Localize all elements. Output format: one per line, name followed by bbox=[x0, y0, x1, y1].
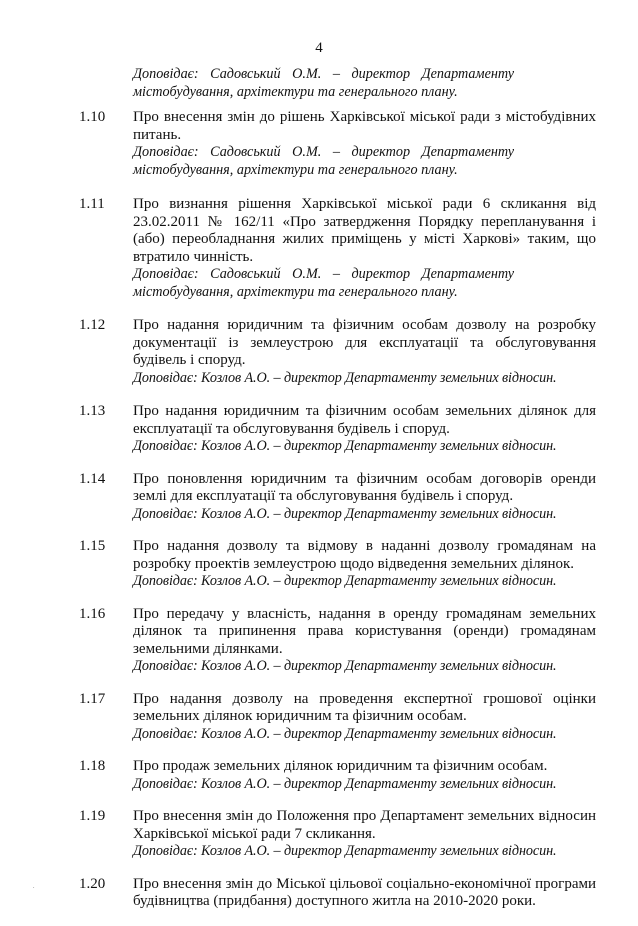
item-body bbox=[133, 109, 596, 179]
item-body bbox=[133, 691, 596, 744]
item-number: 1.12 bbox=[79, 317, 106, 333]
item-text: Про внесення змін до Міської цільової соціально-економічної програми будівництва (придбання) доступного житла на 2010-2020 роки. bbox=[133, 875, 596, 909]
item-body bbox=[133, 808, 596, 861]
item-body bbox=[133, 538, 596, 591]
item-text: Про надання дозволу та відмову в наданні дозволу громадянам на розробку проектів землеустрою щодо відведення земельних ділянок. bbox=[133, 538, 596, 572]
agenda-item bbox=[0, 808, 638, 861]
item-body bbox=[133, 606, 596, 676]
agenda-item bbox=[0, 403, 638, 456]
item-text: Про надання юридичним та фізичним особам дозволу на розробку документації із землеустрою для експлуатації та обслуговування будівель і споруд. bbox=[133, 317, 596, 368]
item-number: 1.18 bbox=[79, 758, 106, 774]
reporter-line: Доповідає: Козлов А.О. – директор Департаменту земельних відносин. bbox=[133, 775, 557, 792]
item-number: 1.11 bbox=[79, 196, 105, 212]
reporter-line-continuation: містобудування, архітектури та генерального плану. bbox=[133, 161, 458, 178]
reporter-line: Доповідає: Садовський О.М. – директор Департаменту bbox=[133, 144, 515, 160]
agenda-item bbox=[0, 109, 638, 179]
agenda-item bbox=[0, 691, 638, 744]
item-body bbox=[133, 317, 596, 387]
reporter-line: Доповідає: Садовський О.М. – директор Департаменту bbox=[133, 66, 515, 82]
reporter-line: Доповідає: Козлов А.О. – директор Департаменту земельних відносин. bbox=[133, 843, 557, 859]
item-number: 1.10 bbox=[79, 109, 106, 125]
agenda-item bbox=[0, 538, 638, 591]
item-body bbox=[133, 471, 596, 524]
reporter-line-continuation: містобудування, архітектури та генерального плану. bbox=[133, 83, 458, 100]
item-text: Про надання дозволу на проведення експертної грошової оцінки земельних ділянок юридичним та фізичним особам. bbox=[133, 690, 596, 724]
reporter-line: Доповідає: Садовський О.М. – директор Департаменту bbox=[133, 266, 515, 282]
reporter-line: Доповідає: Козлов А.О. – директор Департаменту земельних відносин. bbox=[133, 369, 557, 386]
page-number: 4 bbox=[315, 40, 323, 56]
agenda-item bbox=[0, 876, 638, 911]
item-number: 1.13 bbox=[79, 403, 106, 419]
item-number: 1.17 bbox=[79, 690, 106, 707]
item-number: 1.19 bbox=[79, 808, 106, 824]
scan-mark: . bbox=[33, 884, 35, 890]
item-text: Про надання юридичним та фізичним особам земельних ділянок для експлуатації та обслуговування будівель і споруд. bbox=[133, 403, 596, 437]
item-body bbox=[133, 196, 596, 301]
item-body bbox=[133, 876, 596, 911]
item-text: Про продаж земельних ділянок юридичним та фізичним особам. bbox=[133, 758, 548, 774]
item-text: Про передачу у власність, надання в оренду громадянам земельних ділянок та припинення права користування (оренди) громадянам земельними ділянками. bbox=[133, 605, 596, 657]
item-number: 1.16 bbox=[79, 605, 106, 622]
item-text: Про внесення змін до рішень Харківської міської ради з містобудівних питань. bbox=[133, 109, 596, 143]
intro-reporter bbox=[133, 66, 596, 101]
reporter-line: Доповідає: Козлов А.О. – директор Департаменту земельних відносин. bbox=[133, 505, 557, 522]
reporter-line-continuation: містобудування, архітектури та генерального плану. bbox=[133, 283, 458, 300]
item-number: 1.20 bbox=[79, 875, 106, 892]
item-text: Про визнання рішення Харківської міської ради 6 скликання від 23.02.2011 № 162/11 «Про затвердження Порядку перепланування і (або) переобладнання жилих приміщень у місті Харкові» таким, що втратило чинність. bbox=[133, 196, 596, 265]
agenda-item bbox=[0, 317, 638, 387]
item-body bbox=[133, 403, 596, 456]
item-body bbox=[133, 758, 596, 793]
item-number: 1.14 bbox=[79, 470, 106, 487]
reporter-line: Доповідає: Козлов А.О. – директор Департаменту земельних відносин. bbox=[133, 658, 557, 674]
item-number: 1.15 bbox=[79, 538, 106, 554]
agenda-item bbox=[0, 606, 638, 676]
agenda-item bbox=[0, 471, 638, 524]
agenda-item bbox=[0, 758, 638, 793]
reporter-line: Доповідає: Козлов А.О. – директор Департаменту земельних відносин. bbox=[133, 438, 557, 454]
reporter-line: Доповідає: Козлов А.О. – директор Департаменту земельних відносин. bbox=[133, 573, 557, 589]
agenda-item bbox=[0, 196, 638, 301]
agenda-items bbox=[0, 109, 638, 926]
item-text: Про поновлення юридичним та фізичним особам договорів оренди землі для експлуатації та обслуговування будівель і споруд. bbox=[133, 470, 596, 504]
reporter-line: Доповідає: Козлов А.О. – директор Департаменту земельних відносин. bbox=[133, 725, 557, 742]
item-text: Про внесення змін до Положення про Департамент земельних відносин Харківської міської ради 7 скликання. bbox=[133, 808, 596, 842]
